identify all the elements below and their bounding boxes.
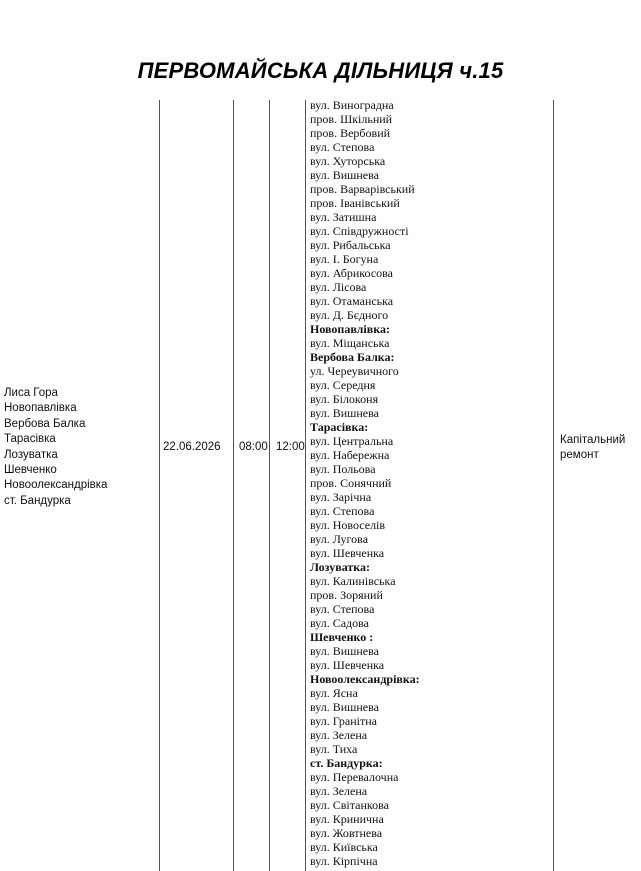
street-name: вул. Кринична xyxy=(310,812,384,826)
village-name: ст. Бандурка xyxy=(4,494,71,507)
village-name: Новоолександрівка xyxy=(4,479,108,492)
street-name: вул. Київська xyxy=(310,840,378,854)
settlement-header: Лозуватка: xyxy=(310,560,371,574)
street-name: пров. Вербовий xyxy=(310,126,391,140)
street-name: вул. Вишнева xyxy=(310,700,379,714)
settlement-header: Новоолександрівка: xyxy=(310,672,420,686)
street-name: вул. Лугова xyxy=(310,532,369,546)
street-name: вул. Виноградна xyxy=(310,98,394,112)
settlement-header: Вербова Балка: xyxy=(310,350,395,364)
street-name: вул. Кірпічна xyxy=(310,854,378,868)
street-name: ул. Череувичного xyxy=(310,364,399,378)
street-name: пров. Зоряний xyxy=(310,588,383,602)
village-name: Вербова Балка xyxy=(4,417,86,430)
streets-cell xyxy=(310,98,420,868)
street-name: вул. Вишнева xyxy=(310,168,379,182)
street-name: вул. Зелена xyxy=(310,784,368,798)
street-name: вул. Затишна xyxy=(310,210,377,224)
street-name: вул. Жовтнева xyxy=(310,826,383,840)
column-divider xyxy=(233,100,234,871)
settlement-header: Новопавлівка: xyxy=(310,322,390,336)
street-name: вул. Абрикосова xyxy=(310,266,393,280)
column-divider xyxy=(269,100,270,871)
settlement-header: ст. Бандурка: xyxy=(310,756,383,770)
street-name: вул. Рибальська xyxy=(310,238,391,252)
street-name: вул. І. Богуна xyxy=(310,252,379,266)
column-divider xyxy=(159,100,160,871)
village-name: Тарасівка xyxy=(4,433,56,446)
settlement-header: Тарасівка: xyxy=(310,420,369,434)
street-name: вул. Отаманська xyxy=(310,294,394,308)
street-name: вул. Тиха xyxy=(310,742,358,756)
street-name: вул. Садова xyxy=(310,616,369,630)
street-name: вул. Гранітна xyxy=(310,714,377,728)
street-name: пров. Шкільний xyxy=(310,112,393,126)
time-end-cell: 12:00 xyxy=(276,441,305,453)
column-divider xyxy=(553,100,554,871)
column-divider xyxy=(305,100,306,871)
street-name: вул. Зелена xyxy=(310,728,368,742)
street-name: вул. Білоконя xyxy=(310,392,379,406)
street-name: вул. Калинівська xyxy=(310,574,396,588)
street-name: пров. Іванівський xyxy=(310,196,400,210)
village-name: Лиса Гора xyxy=(4,387,58,399)
street-name: вул. Центральна xyxy=(310,434,394,448)
street-name: вул. Співдружності xyxy=(310,224,409,238)
village-name: Лозуватка xyxy=(4,448,58,461)
settlement-header: Шевченко : xyxy=(310,630,374,644)
street-name: вул. Середня xyxy=(310,378,376,392)
villages-cell xyxy=(4,386,107,509)
street-name: пров. Варварівський xyxy=(310,182,415,196)
page-title: ПЕРВОМАЙСЬКА ДІЛЬНИЦЯ ч.15 xyxy=(137,58,504,83)
street-name: вул. Зарічна xyxy=(310,490,372,504)
street-name: вул. Перевалочна xyxy=(310,770,399,784)
reason-cell xyxy=(560,433,625,464)
street-name: вул. Шевченка xyxy=(310,658,385,672)
street-name: вул. Степова xyxy=(310,602,375,616)
reason-text: Капітальний xyxy=(560,434,626,446)
street-name: вул. Польова xyxy=(310,462,376,476)
street-name: вул. Степова xyxy=(310,504,375,518)
street-name: вул. Вишнева xyxy=(310,406,379,420)
street-name: вул. Вишнева xyxy=(310,644,379,658)
street-name: вул. Ясна xyxy=(310,686,358,700)
street-name: вул. Лісова xyxy=(310,280,367,294)
street-name: вул. Шевченка xyxy=(310,546,385,560)
street-name: вул. Д. Бєдного xyxy=(310,308,389,322)
village-name: Шевченко xyxy=(4,464,57,477)
village-name: Новопавлівка xyxy=(4,402,77,415)
time-start-cell: 08:00 xyxy=(239,441,268,453)
street-name: вул. Набережна xyxy=(310,448,390,462)
street-name: пров. Сонячний xyxy=(310,476,392,490)
street-name: вул. Степова xyxy=(310,140,375,154)
street-name: вул. Світанкова xyxy=(310,798,389,812)
street-name: вул. Новоселів xyxy=(310,518,386,532)
street-name: вул. Міщанська xyxy=(310,336,390,350)
date-cell: 22.06.2026 xyxy=(163,441,221,453)
street-name: вул. Хуторська xyxy=(310,154,386,168)
reason-text: ремонт xyxy=(560,449,599,462)
